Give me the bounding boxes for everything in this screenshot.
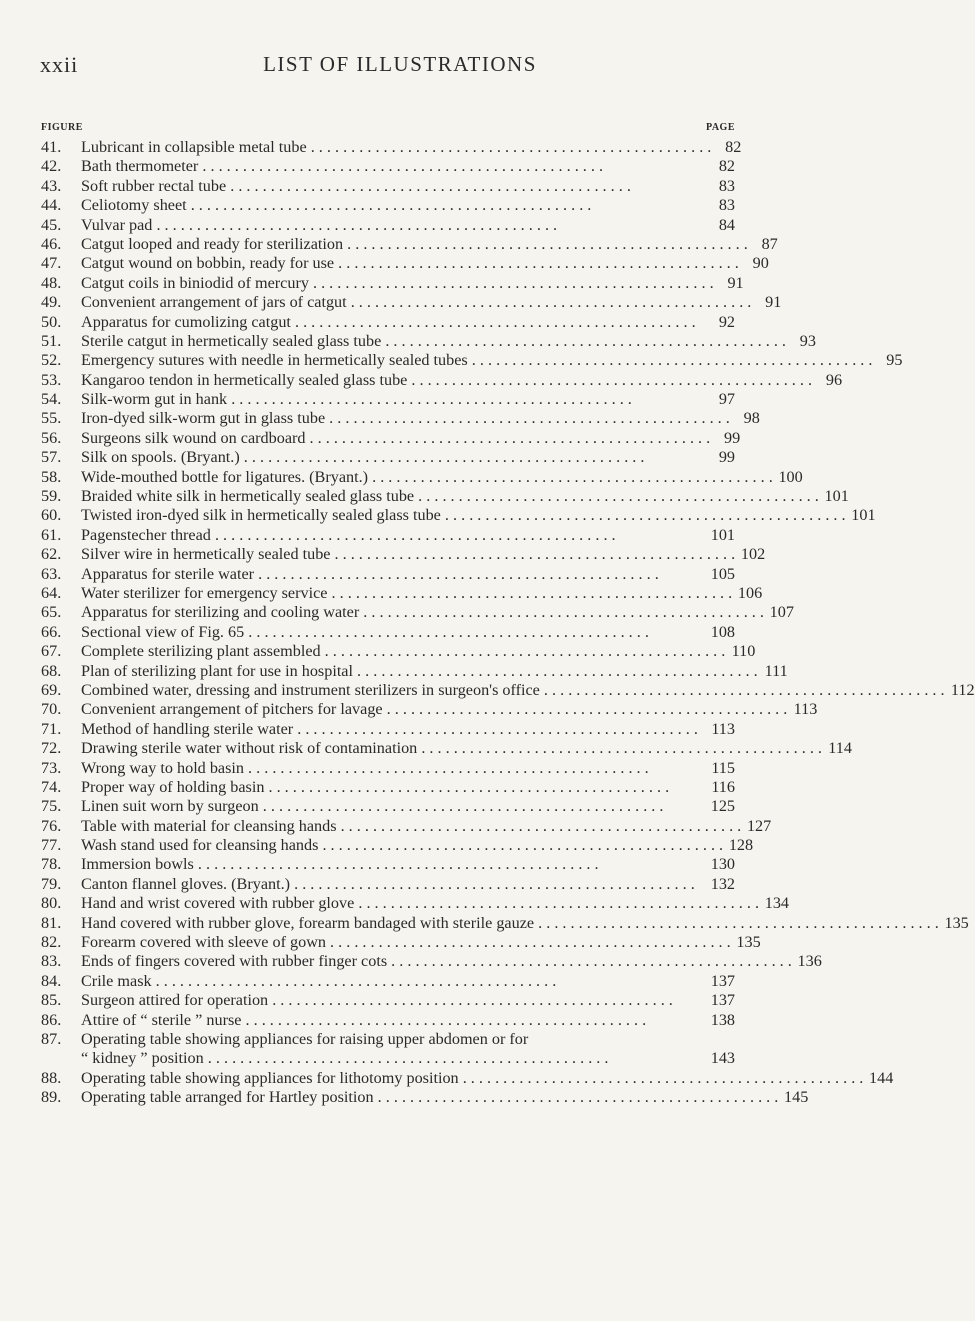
list-item xyxy=(41,313,735,332)
page-number: 93 xyxy=(799,331,816,350)
page-number: 87 xyxy=(761,234,778,253)
list-item xyxy=(41,448,735,467)
figure-caption: Proper way of holding basin . . . . . . . . . . . . . . . . . . . . . . . . . . . . . . . . . . . . . . . . . . . . . . . . . . xyxy=(81,777,670,796)
page-number: 97 xyxy=(718,390,735,409)
page-number: 137 xyxy=(710,971,735,990)
figure-number: 78. xyxy=(41,855,62,874)
list-item xyxy=(41,467,803,487)
figure-caption: Surgeons silk wound on cardboard . . . . . . . . . . . . . . . . . . . . . . . . . . . . . . . . . . . . . . . . . . . . . . . . . . xyxy=(81,428,711,447)
list-item xyxy=(41,565,735,584)
figure-number: 61. xyxy=(41,525,62,544)
page-number: 113 xyxy=(711,719,735,738)
list-item xyxy=(41,1068,894,1088)
figure-number: 88. xyxy=(41,1068,62,1087)
figure-caption: Catgut coils in biniodid of mercury . . . . . . . . . . . . . . . . . . . . . . . . . . . . . . . . . . . . . . . . . . . . . . . . . . xyxy=(81,273,714,292)
page-number: 125 xyxy=(710,797,735,816)
page-number: 110 xyxy=(731,642,756,661)
list-item xyxy=(41,138,742,157)
page-header xyxy=(0,52,800,82)
figure-number: 69. xyxy=(41,680,62,699)
page-number: 82 xyxy=(725,138,742,156)
illustration-list xyxy=(41,138,975,1108)
figure-number: 44. xyxy=(41,196,62,215)
page-number: 83 xyxy=(718,196,735,215)
list-item xyxy=(41,1088,809,1107)
figure-caption: Silk on spools. (Bryant.) . . . . . . . . . . . . . . . . . . . . . . . . . . . . . . . . . . . . . . . . . . . . . . . . . . xyxy=(81,448,645,467)
page-number: 98 xyxy=(743,409,760,428)
list-item xyxy=(41,293,782,312)
figure-number: 80. xyxy=(41,894,62,913)
figure-number: 87. xyxy=(41,1029,62,1048)
list-item xyxy=(41,875,735,894)
figure-caption: Operating table showing appliances for lithotomy position . . . . . . . . . . . . . . . . . . . . . . . . . . . . . . . . . . . . . . . . . . . . . . . . . . xyxy=(81,1068,864,1087)
list-item xyxy=(41,506,876,525)
list-item xyxy=(41,720,735,739)
page-number: 96 xyxy=(825,370,843,389)
list-item xyxy=(41,370,843,390)
list-item xyxy=(41,603,794,622)
list-item xyxy=(41,778,735,797)
figure-caption: Canton flannel gloves. (Bryant.) . . . . . . . . . . . . . . . . . . . . . . . . . . . . . . . . . . . . . . . . . . . . . . . . . . xyxy=(81,874,695,893)
figure-caption: Apparatus for cumolizing catgut . . . . . . . . . . . . . . . . . . . . . . . . . . . . . . . . . . . . . . . . . . . . . . . . . . xyxy=(81,312,696,331)
list-item xyxy=(41,797,735,816)
figure-caption: Silk-worm gut in hank . . . . . . . . . . . . . . . . . . . . . . . . . . . . . . . . . . . . . . . . . . . . . . . . . . xyxy=(81,390,632,409)
page-number: 128 xyxy=(728,836,754,855)
figure-number: 51. xyxy=(41,331,62,350)
page-number: 101 xyxy=(824,487,849,506)
page-number: 144 xyxy=(869,1068,894,1087)
page-number: 136 xyxy=(797,952,822,971)
list-item xyxy=(41,933,761,952)
page-number: 102 xyxy=(740,545,766,564)
page-number: 90 xyxy=(752,254,769,273)
figure-number: 62. xyxy=(41,545,62,564)
figure-caption: Lubricant in collapsible metal tube . . . . . . . . . . . . . . . . . . . . . . . . . . . . . . . . . . . . . . . . . . . . . . . . . . xyxy=(81,138,712,156)
page-number: 115 xyxy=(711,758,735,777)
page-number: 91 xyxy=(765,293,782,312)
list-item xyxy=(41,196,735,215)
list-item xyxy=(41,1011,735,1030)
page-number: 100 xyxy=(778,467,803,486)
figure-number: 86. xyxy=(41,1010,62,1029)
figure-caption-continued: “ kidney ” position . . . . . . . . . . . . . . . . . . . . . . . . . . . . . . . . . . . . . . . . . . . . . . . . . . xyxy=(81,1049,609,1068)
figure-caption: Plan of sterilizing plant for use in hospital . . . . . . . . . . . . . . . . . . . . . . . . . . . . . . . . . . . . . . . . . . . . . . . . . . xyxy=(81,661,758,680)
figure-number: 46. xyxy=(41,234,62,253)
figure-caption: Silver wire in hermetically sealed tube . . . . . . . . . . . . . . . . . . . . . . . . . . . . . . . . . . . . . . . . . . . . . . . . . . xyxy=(81,545,736,564)
page-number: 106 xyxy=(737,583,763,602)
page-number: 108 xyxy=(710,622,735,641)
list-item xyxy=(41,428,741,448)
list-item xyxy=(41,487,849,506)
figure-caption: Hand and wrist covered with rubber glove . . . . . . . . . . . . . . . . . . . . . . . . . . . . . . . . . . . . . . . . . . . . . . . . . . xyxy=(81,894,759,913)
list-item xyxy=(41,972,735,991)
list-item xyxy=(41,545,766,564)
figure-number: 54. xyxy=(41,390,62,409)
running-title: LIST OF ILLUSTRATIONS xyxy=(263,52,537,76)
list-item-continuation xyxy=(41,1049,735,1068)
figure-caption: Emergency sutures with needle in hermetically sealed tubes . . . . . . . . . . . . . . . . . . . . . . . . . . . . . . . . . . . . . . . . . . . . . . . . . . xyxy=(81,351,873,370)
page-number: 137 xyxy=(710,991,735,1010)
page-number: 83 xyxy=(718,176,735,195)
page-number: 135 xyxy=(736,933,761,952)
list-item xyxy=(41,216,735,235)
figure-number: 84. xyxy=(41,971,62,990)
list-item xyxy=(41,894,789,913)
page-number: 92 xyxy=(718,312,735,331)
figure-caption: Kangaroo tendon in hermetically sealed glass tube . . . . . . . . . . . . . . . . . . . . . . . . . . . . . . . . . . . . . . . . . . . . . . . . . . xyxy=(81,370,813,389)
figure-number: 43. xyxy=(41,176,62,195)
list-item xyxy=(41,642,756,661)
figure-caption: Catgut wound on bobbin, ready for use . . . . . . . . . . . . . . . . . . . . . . . . . . . . . . . . . . . . . . . . . . . . . . . . . . xyxy=(81,254,739,273)
list-item xyxy=(41,991,735,1010)
page-number: 99 xyxy=(718,448,735,467)
page-column-heading: PAGE xyxy=(705,122,735,133)
page-number: 130 xyxy=(710,855,735,874)
figure-caption: Linen suit worn by surgeon . . . . . . . . . . . . . . . . . . . . . . . . . . . . . . . . . . . . . . . . . . . . . . . . . . xyxy=(81,797,664,816)
figure-number: 59. xyxy=(41,487,62,506)
figure-caption: Catgut looped and ready for sterilization . . . . . . . . . . . . . . . . . . . . . . . . . . . . . . . . . . . . . . . . . . . . . . . . . . xyxy=(81,234,748,253)
page-number: 101 xyxy=(710,525,735,544)
page-number: 145 xyxy=(784,1088,809,1107)
list-item xyxy=(41,409,760,428)
figure-number: 79. xyxy=(41,874,62,893)
page-number: 91 xyxy=(727,273,744,292)
figure-number: 75. xyxy=(41,797,62,816)
list-item xyxy=(41,177,735,196)
figure-caption: Convenient arrangement of jars of catgut . . . . . . . . . . . . . . . . . . . . . . . . . . . . . . . . . . . . . . . . . . . . . . . . . . xyxy=(81,293,752,312)
page-number: 114 xyxy=(828,739,852,758)
figure-caption: Wrong way to hold basin . . . . . . . . . . . . . . . . . . . . . . . . . . . . . . . . . . . . . . . . . . . . . . . . . . xyxy=(81,758,649,777)
figure-number: 47. xyxy=(41,254,62,273)
list-item xyxy=(41,739,852,758)
figure-number: 81. xyxy=(41,913,62,932)
figure-number: 58. xyxy=(41,467,62,486)
figure-caption: Method of handling sterile water . . . . . . . . . . . . . . . . . . . . . . . . . . . . . . . . . . . . . . . . . . . . . . . . . . xyxy=(81,719,698,738)
figure-caption: Water sterilizer for emergency service . . . . . . . . . . . . . . . . . . . . . . . . . . . . . . . . . . . . . . . . . . . . . . . . . . xyxy=(81,583,733,602)
figure-caption: Pagenstecher thread . . . . . . . . . . . . . . . . . . . . . . . . . . . . . . . . . . . . . . . . . . . . . . . . . . xyxy=(81,525,616,544)
figure-caption: Celiotomy sheet . . . . . . . . . . . . . . . . . . . . . . . . . . . . . . . . . . . . . . . . . . . . . . . . . . xyxy=(81,196,592,215)
figure-caption: Wide-mouthed bottle for ligatures. (Bryant.) . . . . . . . . . . . . . . . . . . . . . . . . . . . . . . . . . . . . . . . . . . . . . . . . . . xyxy=(81,467,773,486)
figure-number: 65. xyxy=(41,603,62,622)
figure-number: 83. xyxy=(41,952,62,971)
figure-caption: Iron-dyed silk-worm gut in glass tube . . . . . . . . . . . . . . . . . . . . . . . . . . . . . . . . . . . . . . . . . . . . . . . . . . xyxy=(81,409,730,428)
list-item xyxy=(41,952,822,971)
page-number: 113 xyxy=(793,700,818,719)
figure-caption: Twisted iron-dyed silk in hermetically sealed glass tube . . . . . . . . . . . . . . . . . . . . . . . . . . . . . . . . . . . . . . . . . . . . . . . . . . xyxy=(81,506,846,525)
figure-number: 41. xyxy=(41,138,62,156)
list-item xyxy=(41,351,903,370)
list-item xyxy=(41,254,769,273)
list-item xyxy=(41,816,772,836)
figure-caption: Crile mask . . . . . . . . . . . . . . . . . . . . . . . . . . . . . . . . . . . . . . . . . . . . . . . . . . xyxy=(81,971,557,990)
list-item xyxy=(41,390,735,409)
page-number: 132 xyxy=(710,874,735,893)
figure-number: 50. xyxy=(41,312,62,331)
list-item xyxy=(41,1030,735,1049)
figure-number: 77. xyxy=(41,836,62,855)
figure-number: 85. xyxy=(41,991,62,1010)
figure-number: 73. xyxy=(41,758,62,777)
figure-number: 45. xyxy=(41,215,62,234)
list-item xyxy=(41,913,969,933)
figure-number: 74. xyxy=(41,777,62,796)
list-item xyxy=(41,759,735,778)
figure-number: 48. xyxy=(41,273,62,292)
list-item xyxy=(41,661,788,681)
figure-column-heading: FIGURE xyxy=(41,122,83,133)
figure-caption: Soft rubber rectal tube . . . . . . . . . . . . . . . . . . . . . . . . . . . . . . . . . . . . . . . . . . . . . . . . . . xyxy=(81,176,631,195)
figure-caption: Attire of “ sterile ” nurse . . . . . . . . . . . . . . . . . . . . . . . . . . . . . . . . . . . . . . . . . . . . . . . . . . xyxy=(81,1010,647,1029)
page-number: 99 xyxy=(724,428,741,447)
figure-number: 53. xyxy=(41,370,62,389)
figure-number: 55. xyxy=(41,409,62,428)
figure-caption: Table with material for cleansing hands . . . . . . . . . . . . . . . . . . . . . . . . . . . . . . . . . . . . . . . . . . . . . . . . . . xyxy=(81,816,742,835)
figure-caption: Convenient arrangement of pitchers for lavage . . . . . . . . . . . . . . . . . . . . . . . . . . . . . . . . . . . . . . . . . . . . . . . . . . xyxy=(81,700,788,719)
page-number: 135 xyxy=(944,913,969,932)
figure-number: 82. xyxy=(41,933,62,952)
figure-caption: Braided white silk in hermetically sealed glass tube . . . . . . . . . . . . . . . . . . . . . . . . . . . . . . . . . . . . . . . . . . . . . . . . . . xyxy=(81,487,819,506)
figure-caption: Sterile catgut in hermetically sealed glass tube . . . . . . . . . . . . . . . . . . . . . . . . . . . . . . . . . . . . . . . . . . . . . . . . . . xyxy=(81,331,786,350)
figure-caption: Combined water, dressing and instrument sterilizers in surgeon's office . . . . . . . . . . . . . . . . . . . . . . . . . . . . . . . . . . . . . . . . . . . . . . . . . . xyxy=(81,680,945,699)
figure-caption: Operating table arranged for Hartley position . . . . . . . . . . . . . . . . . . . . . . . . . . . . . . . . . . . . . . . . . . . . . . . . . . xyxy=(81,1088,779,1107)
page-number: 107 xyxy=(769,603,794,622)
list-item xyxy=(41,623,735,642)
list-item xyxy=(41,331,816,351)
page-number: 116 xyxy=(711,777,735,796)
page-number: 84 xyxy=(718,215,735,234)
figure-caption: Surgeon attired for operation . . . . . . . . . . . . . . . . . . . . . . . . . . . . . . . . . . . . . . . . . . . . . . . . . . xyxy=(81,991,673,1010)
list-item xyxy=(41,157,735,176)
figure-caption: Vulvar pad . . . . . . . . . . . . . . . . . . . . . . . . . . . . . . . . . . . . . . . . . . . . . . . . . . xyxy=(81,215,558,234)
list-item xyxy=(41,583,763,603)
figure-caption: Immersion bowls . . . . . . . . . . . . . . . . . . . . . . . . . . . . . . . . . . . . . . . . . . . . . . . . . . xyxy=(81,855,599,874)
figure-caption: Apparatus for sterile water . . . . . . . . . . . . . . . . . . . . . . . . . . . . . . . . . . . . . . . . . . . . . . . . . . xyxy=(81,564,659,583)
figure-caption: Drawing sterile water without risk of contamination . . . . . . . . . . . . . . . . . . . . . . . . . . . . . . . . . . . . . . . . . . . . . . . . . . xyxy=(81,739,822,758)
figure-caption: Hand covered with rubber glove, forearm bandaged with sterile gauze . . . . . . . . . . . . . . . . . . . . . . . . . . . . . . . . . . . . . . . . . . . . . . . . . . xyxy=(81,913,939,932)
figure-number: 60. xyxy=(41,506,62,525)
list-item xyxy=(41,855,735,874)
figure-caption: Bath thermometer . . . . . . . . . . . . . . . . . . . . . . . . . . . . . . . . . . . . . . . . . . . . . . . . . . xyxy=(81,157,604,176)
figure-caption: Apparatus for sterilizing and cooling water . . . . . . . . . . . . . . . . . . . . . . . . . . . . . . . . . . . . . . . . . . . . . . . . . . xyxy=(81,603,764,622)
figure-number: 68. xyxy=(41,661,62,680)
list-item xyxy=(41,836,754,855)
figure-number: 76. xyxy=(41,816,62,835)
figure-caption: Operating table showing appliances for raising upper abdomen or for xyxy=(81,1029,529,1048)
figure-number: 89. xyxy=(41,1088,62,1107)
page-number: 101 xyxy=(851,506,876,525)
page-number: 105 xyxy=(710,564,735,583)
page-number: 95 xyxy=(886,351,903,370)
figure-number: 42. xyxy=(41,157,62,176)
figure-caption: Wash stand used for cleansing hands . . . . . . . . . . . . . . . . . . . . . . . . . . . . . . . . . . . . . . . . . . . . . . . . . . xyxy=(81,836,724,855)
list-item xyxy=(41,234,778,254)
page-number: 82 xyxy=(718,157,735,176)
figure-caption: Forearm covered with sleeve of gown . . . . . . . . . . . . . . . . . . . . . . . . . . . . . . . . . . . . . . . . . . . . . . . . . . xyxy=(81,933,731,952)
figure-number: 64. xyxy=(41,583,62,602)
figure-number: 57. xyxy=(41,448,62,467)
figure-number: 72. xyxy=(41,739,62,758)
figure-number: 71. xyxy=(41,719,62,738)
column-headings xyxy=(41,122,735,136)
page-folio: xxii xyxy=(40,52,79,77)
figure-number: 49. xyxy=(41,293,62,312)
page-number: 112 xyxy=(950,680,975,699)
figure-number: 52. xyxy=(41,351,62,370)
figure-caption: Ends of fingers covered with rubber finger cots . . . . . . . . . . . . . . . . . . . . . . . . . . . . . . . . . . . . . . . . . . . . . . . . . . xyxy=(81,952,792,971)
list-item xyxy=(41,273,744,293)
page-number: 111 xyxy=(764,661,788,680)
figure-number: 67. xyxy=(41,642,62,661)
page-number: 127 xyxy=(746,816,772,835)
figure-number: 63. xyxy=(41,564,62,583)
list-item xyxy=(41,526,735,545)
figure-caption: Sectional view of Fig. 65 . . . . . . . . . . . . . . . . . . . . . . . . . . . . . . . . . . . . . . . . . . . . . . . . . . xyxy=(81,622,649,641)
list-item xyxy=(41,680,975,700)
figure-number: 66. xyxy=(41,622,62,641)
figure-number: 56. xyxy=(41,428,62,447)
page-number: 138 xyxy=(710,1010,735,1029)
figure-caption: Complete sterilizing plant assembled . . . . . . . . . . . . . . . . . . . . . . . . . . . . . . . . . . . . . . . . . . . . . . . . . . xyxy=(81,642,726,661)
list-item xyxy=(41,700,818,719)
figure-number: 70. xyxy=(41,700,62,719)
page-number: 134 xyxy=(764,894,789,913)
page-number: 143 xyxy=(710,1049,735,1068)
